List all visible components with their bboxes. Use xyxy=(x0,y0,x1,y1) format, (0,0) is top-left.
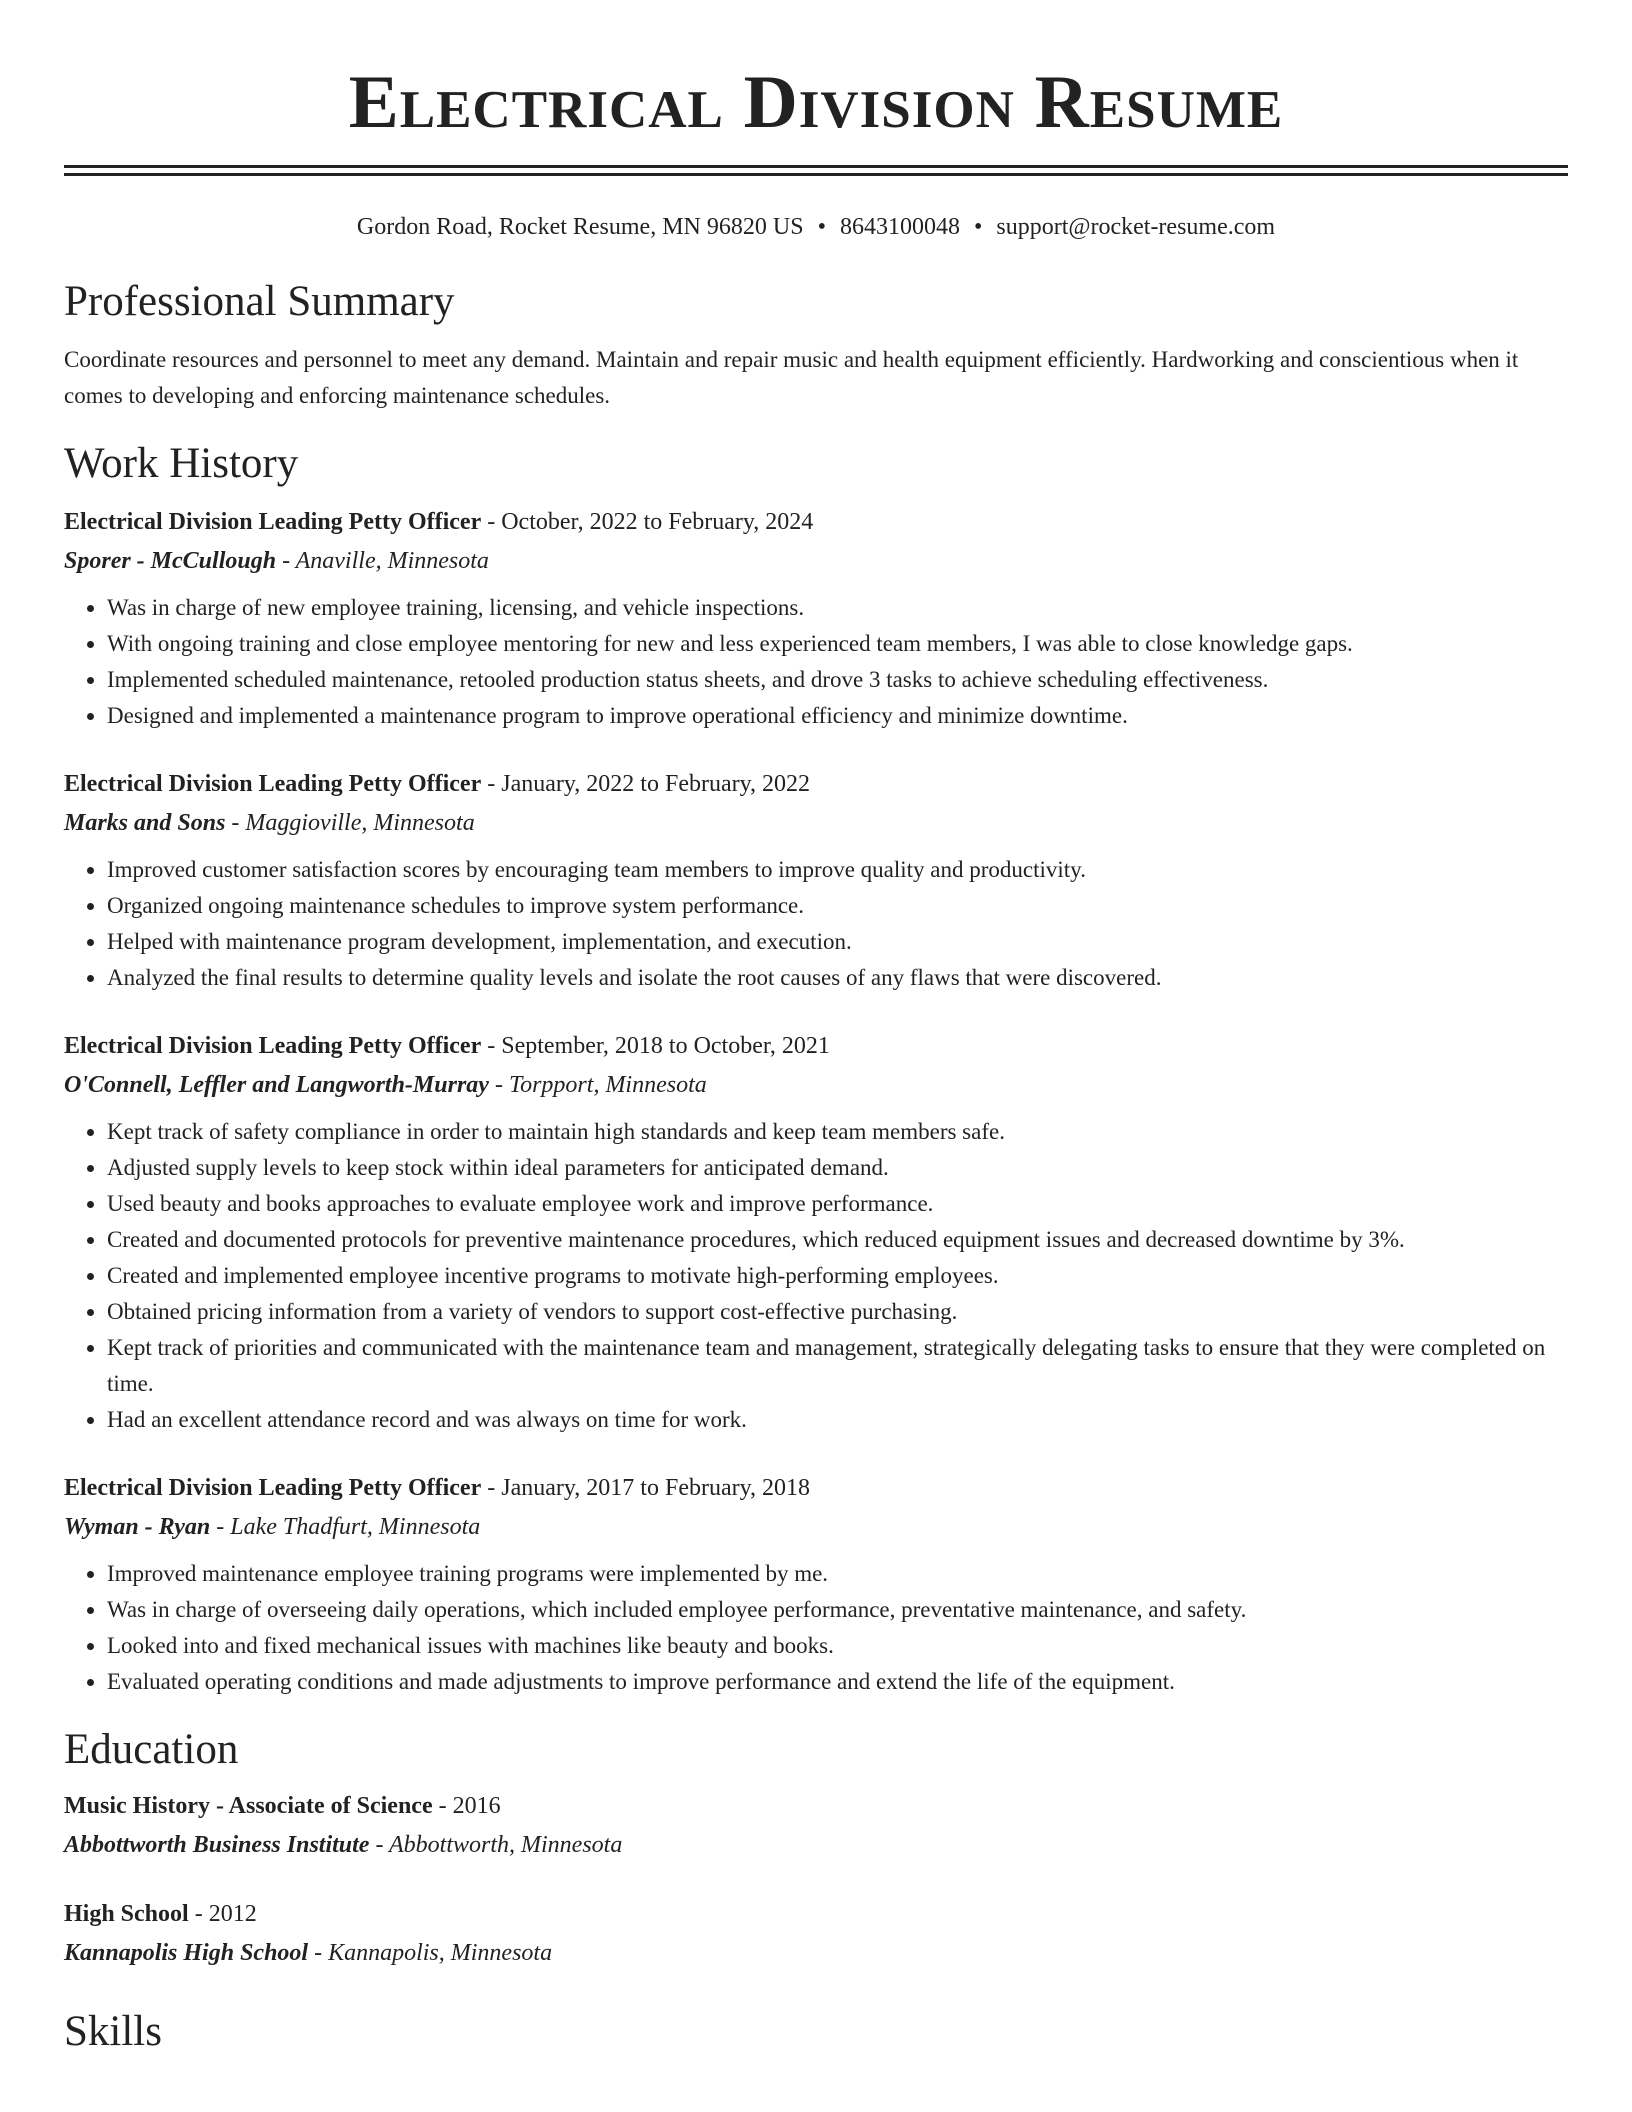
degree-name: High School xyxy=(64,1901,189,1927)
summary-text: Coordinate resources and personnel to meet any demand. Maintain and repair music and health equipment efficiently. Hardworking and conscientious when it comes to developing and enforcing maintenance schedules. xyxy=(64,347,1519,408)
company-line xyxy=(64,1066,1568,1104)
job-bullet: • Looked into and fixed mechanical issues with machines like beauty and books. xyxy=(107,1628,1568,1664)
company-name: O'Connell, Leffler and Langworth-Murray xyxy=(64,1072,489,1098)
company-location: - Anaville, Minnesota xyxy=(276,548,489,574)
education-entry xyxy=(64,1786,1568,1864)
job-header xyxy=(64,1026,1568,1066)
school-name: Abbottworth Business Institute xyxy=(64,1832,370,1858)
job-bullet: • Used beauty and books approaches to evaluate employee work and improve performance. xyxy=(107,1186,1568,1222)
school-line xyxy=(64,1826,1568,1864)
job-bullet: • Obtained pricing information from a variety of vendors to support cost-effective purchasing. xyxy=(107,1294,1568,1330)
skills-heading: Skills xyxy=(64,2008,162,2055)
job-header xyxy=(64,1468,1568,1508)
job-title: Electrical Division Leading Petty Officer xyxy=(64,1475,482,1501)
degree-year: - 2012 xyxy=(188,1901,257,1927)
job-bullets xyxy=(64,852,1568,996)
education-heading: Education xyxy=(64,1726,239,1773)
job-bullet: • With ongoing training and close employee mentoring for new and less experienced team members, I was able to close knowledge gaps. xyxy=(107,626,1568,662)
job-bullet: • Was in charge of overseeing daily operations, which included employee performance, preventative maintenance, and safety. xyxy=(107,1592,1568,1628)
summary-heading: Professional Summary xyxy=(64,278,455,325)
company-name: Sporer - McCullough xyxy=(64,548,277,574)
job-entry xyxy=(64,1468,1568,1700)
job-bullets xyxy=(64,590,1568,734)
school-name: Kannapolis High School xyxy=(64,1940,309,1966)
job-dates: - January, 2022 to February, 2022 xyxy=(481,771,811,797)
job-dates: - September, 2018 to October, 2021 xyxy=(481,1033,830,1059)
job-title: Electrical Division Leading Petty Officer xyxy=(64,771,482,797)
job-bullet: • Kept track of safety compliance in order to maintain high standards and keep team members safe. xyxy=(107,1114,1568,1150)
company-line xyxy=(64,804,1568,842)
degree-line xyxy=(64,1894,1568,1934)
job-entry xyxy=(64,764,1568,996)
contact-email: support@rocket-resume.com xyxy=(996,214,1276,240)
job-bullet: • Had an excellent attendance record and was always on time for work. xyxy=(107,1402,1568,1438)
work-history-list xyxy=(64,502,1568,1700)
company-name: Wyman - Ryan xyxy=(64,1514,211,1540)
job-header xyxy=(64,502,1568,542)
contact-address: Gordon Road, Rocket Resume, MN 96820 US xyxy=(356,214,804,240)
job-bullets xyxy=(64,1114,1568,1438)
degree-year: - 2016 xyxy=(432,1793,501,1819)
company-name: Marks and Sons xyxy=(64,810,226,836)
job-bullet: • Improved customer satisfaction scores by encouraging team members to improve quality and productivity. xyxy=(107,852,1568,888)
job-bullet: • Was in charge of new employee training, licensing, and vehicle inspections. xyxy=(107,590,1568,626)
work-history-heading: Work History xyxy=(64,440,299,487)
job-bullet: • Improved maintenance employee training programs were implemented by me. xyxy=(107,1556,1568,1592)
company-location: - Torpport, Minnesota xyxy=(488,1072,707,1098)
education-list xyxy=(64,1786,1568,1972)
company-line xyxy=(64,1508,1568,1546)
job-entry xyxy=(64,1026,1568,1438)
contact-separator: • xyxy=(973,214,983,240)
contact-separator: • xyxy=(817,214,826,240)
job-title: Electrical Division Leading Petty Officer xyxy=(64,1033,482,1059)
job-header xyxy=(64,764,1568,804)
job-bullet: • Evaluated operating conditions and made adjustments to improve performance and extend the life of the equipment. xyxy=(107,1664,1568,1700)
title-rule-bottom xyxy=(64,173,1568,176)
contact-phone: 8643100048 xyxy=(839,214,960,240)
company-line xyxy=(64,542,1568,580)
job-bullet: • Created and implemented employee incentive programs to motivate high-performing employees. xyxy=(107,1258,1568,1294)
company-location: - Lake Thadfurt, Minnesota xyxy=(210,1514,481,1540)
degree-line xyxy=(64,1786,1568,1826)
job-entry xyxy=(64,502,1568,734)
job-title: Electrical Division Leading Petty Officer xyxy=(64,509,482,535)
contact-line xyxy=(64,212,1568,242)
company-location: - Maggioville, Minnesota xyxy=(225,810,475,836)
job-bullet: • Adjusted supply levels to keep stock within ideal parameters for anticipated demand. xyxy=(107,1150,1568,1186)
job-bullet: • Designed and implemented a maintenance program to improve operational efficiency and minimize downtime. xyxy=(107,698,1568,734)
school-line xyxy=(64,1934,1568,1972)
job-dates: - October, 2022 to February, 2024 xyxy=(481,509,814,535)
job-bullet: • Implemented scheduled maintenance, retooled production status sheets, and drove 3 tasks to achieve scheduling effectiveness. xyxy=(107,662,1568,698)
resume-title: Electrical Division Resume xyxy=(348,61,1284,144)
job-bullet: • Analyzed the final results to determine quality levels and isolate the root causes of any flaws that were discovered. xyxy=(107,960,1568,996)
school-location: - Abbottworth, Minnesota xyxy=(369,1832,623,1858)
degree-name: Music History - Associate of Science xyxy=(64,1793,433,1819)
job-dates: - January, 2017 to February, 2018 xyxy=(481,1475,811,1501)
job-bullet: • Kept track of priorities and communicated with the maintenance team and management, strategically delegating tasks to ensure that they were completed on time. xyxy=(107,1330,1568,1402)
school-location: - Kannapolis, Minnesota xyxy=(308,1940,553,1966)
job-bullet: • Created and documented protocols for preventive maintenance procedures, which reduced equipment issues and decreased downtime by 3%. xyxy=(107,1222,1568,1258)
education-entry xyxy=(64,1894,1568,1972)
job-bullet: • Organized ongoing maintenance schedules to improve system performance. xyxy=(107,888,1568,924)
job-bullets xyxy=(64,1556,1568,1700)
job-bullet: • Helped with maintenance program development, implementation, and execution. xyxy=(107,924,1568,960)
